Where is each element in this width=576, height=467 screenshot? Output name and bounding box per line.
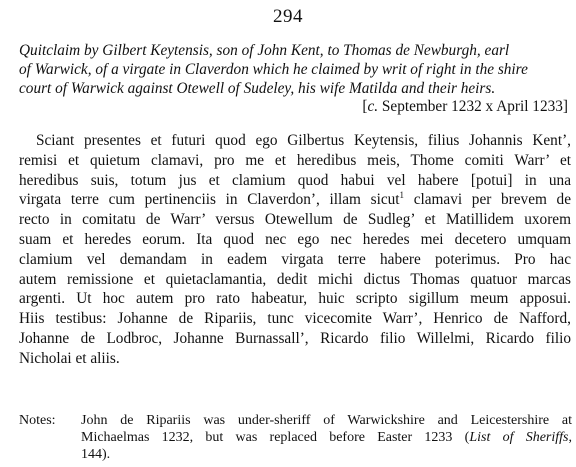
date-bracket: [: [362, 98, 368, 115]
summary-line: Quitclaim by Gilbert Keytensis, son of John Kent, to Thomas de Newburgh, earl: [19, 42, 510, 59]
note-line: 144).: [81, 447, 111, 462]
charter-line: [19, 190, 571, 210]
note-citation: List of Sheriffs: [469, 430, 569, 445]
date-circa: c.: [367, 98, 379, 115]
charter-text: [19, 131, 571, 369]
note-text: ,: [568, 430, 572, 445]
charter-summary: [19, 41, 571, 98]
note-line: [81, 429, 572, 446]
notes-text: [81, 412, 572, 463]
note-text: Michaelmas 1232, but was replaced before Easter 1233 (: [81, 430, 470, 445]
charter-line: autem remissione et quietaclamantia, dedit michi dictus Thomas quatuor marcas: [19, 270, 571, 288]
summary-line: of Warwick, of a virgate in Claverdon which he claimed by writ of right in the shire: [19, 61, 528, 78]
charter-line-text: clamavi per brevem de: [404, 191, 571, 209]
summary-line: court of Warwick against Otewell of Sudeley, his wife Matilda and their heirs.: [19, 80, 496, 97]
charter-line: clamium vel demandam in eadem virgata terre habere poterimus. Pro hac: [19, 250, 571, 268]
charter-line: remisi et quietum clamavi, pro me et heredibus meis, Thome comiti Warr’ et: [19, 151, 571, 169]
charter-line: heredibus suis, totum jus et clamium quod habui vel habere [potui] in una: [19, 171, 571, 189]
notes-label: Notes:: [19, 413, 56, 428]
charter-line-text: virgata terre cum pertinenciis in Claverdon’, illam sicut: [19, 191, 400, 209]
charter-line: recto in comitatu de Warr’ versus Otewellum de Sudleg’ et Matillidem uxorem: [19, 211, 571, 229]
page-number: 294: [273, 6, 303, 27]
charter-line: Hiis testibus: Johanne de Ripariis, tunc vicecomite Warr’, Henrico de Nafford,: [19, 310, 571, 328]
charter-line: Sciant presentes et futuri quod ego Gilbertus Keytensis, filius Johannis Kent’,: [36, 132, 571, 149]
date-range: September 1232 x April 1233]: [378, 98, 568, 115]
charter-line: suam et heredes eorum. Ita quod nec ego nec heredes mei decetero umquam: [19, 230, 571, 248]
charter-line: argenti. Ut hoc autem pro rato habeatur, huic scripto sigillum meum apposui.: [19, 290, 571, 308]
note-line: John de Ripariis was under-sheriff of Warwickshire and Leicestershire at: [81, 413, 572, 428]
charter-date: [362, 97, 568, 116]
charter-line: Johanne de Lodbroc, Johanne Burnassall’, Ricardo filio Willelmi, Ricardo filio: [19, 329, 571, 347]
footnote-marker: 1: [399, 190, 405, 201]
charter-line: Nicholai et aliis.: [19, 349, 120, 367]
